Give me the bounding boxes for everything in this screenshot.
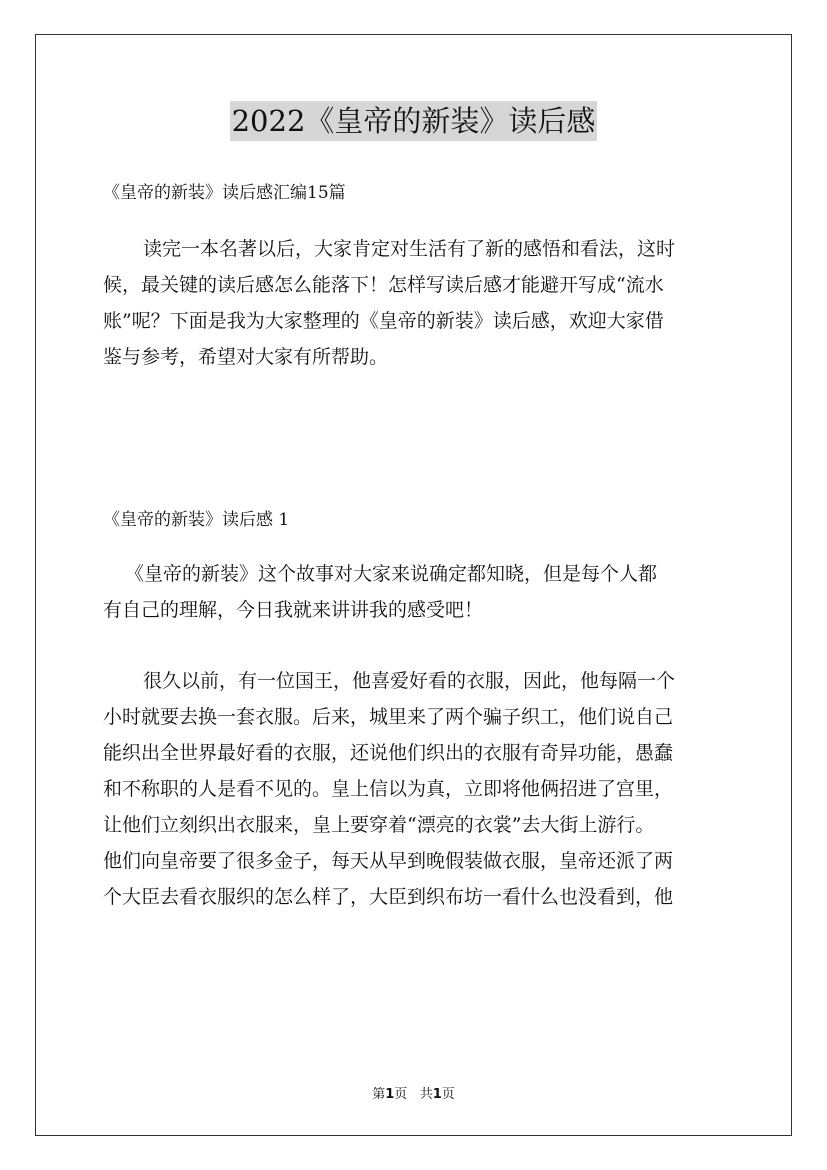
title-container [0, 101, 827, 141]
document-subtitle: 《皇帝的新装》读后感汇编15篇 [103, 183, 346, 203]
total-prefix: 共 [419, 1087, 433, 1102]
paragraph-line: 有自己的理解，今日我就来讲讲我的感受吧！ [103, 599, 484, 621]
page-prefix: 第 [372, 1087, 386, 1102]
intro-paragraph [103, 231, 727, 375]
intro-line: 鉴与参考，希望对大家有所帮助。 [103, 346, 389, 368]
intro-line: 候，最关键的读后感怎么能落下！怎样写读后感才能避开写成“流水 [103, 274, 664, 296]
document-title: 2022《皇帝的新装》读后感 [230, 101, 598, 141]
intro-line: 账”呢？下面是我为大家整理的《皇帝的新装》读后感，欢迎大家借 [103, 310, 664, 332]
total-number: 1 [432, 1087, 442, 1102]
paragraph-line: 小时就要去换一套衣服。后来，城里来了两个骗子织工，他们说自己 [103, 706, 674, 728]
total-suffix: 页 [441, 1087, 455, 1102]
paragraph-line: 让他们立刻织出衣服来，皇上要穿着“漂亮的衣裳”去大街上游行。 [103, 814, 655, 836]
section-heading: 《皇帝的新装》读后感 1 [103, 510, 290, 530]
paragraph-line: 能织出全世界最好看的衣服，还说他们织出的衣服有奇异功能，愚蠢 [103, 742, 674, 764]
paragraph-2 [103, 663, 727, 915]
paragraph-line: 和不称职的人是看不见的。皇上信以为真，立即将他俩招进了宫里， [103, 778, 674, 800]
intro-line: 读完一本名著以后，大家肯定对生活有了新的感悟和看法，这时 [143, 238, 676, 260]
paragraph-1 [103, 556, 727, 628]
page-number: 1 [385, 1087, 395, 1102]
paragraph-line: 很久以前，有一位国王，他喜爱好看的衣服，因此，他每隔一个 [143, 670, 676, 692]
paragraph-line: 他们向皇帝要了很多金子，每天从早到晚假装做衣服，皇帝还派了两 [103, 850, 674, 872]
paragraph-line: 《皇帝的新装》这个故事对大家来说确定都知晓，但是每个人都 [125, 563, 658, 585]
page-suffix: 页 [394, 1087, 408, 1102]
page-footer [0, 1083, 827, 1102]
paragraph-line: 个大臣去看衣服织的怎么样了，大臣到织布坊一看什么也没看到，他 [103, 886, 674, 908]
